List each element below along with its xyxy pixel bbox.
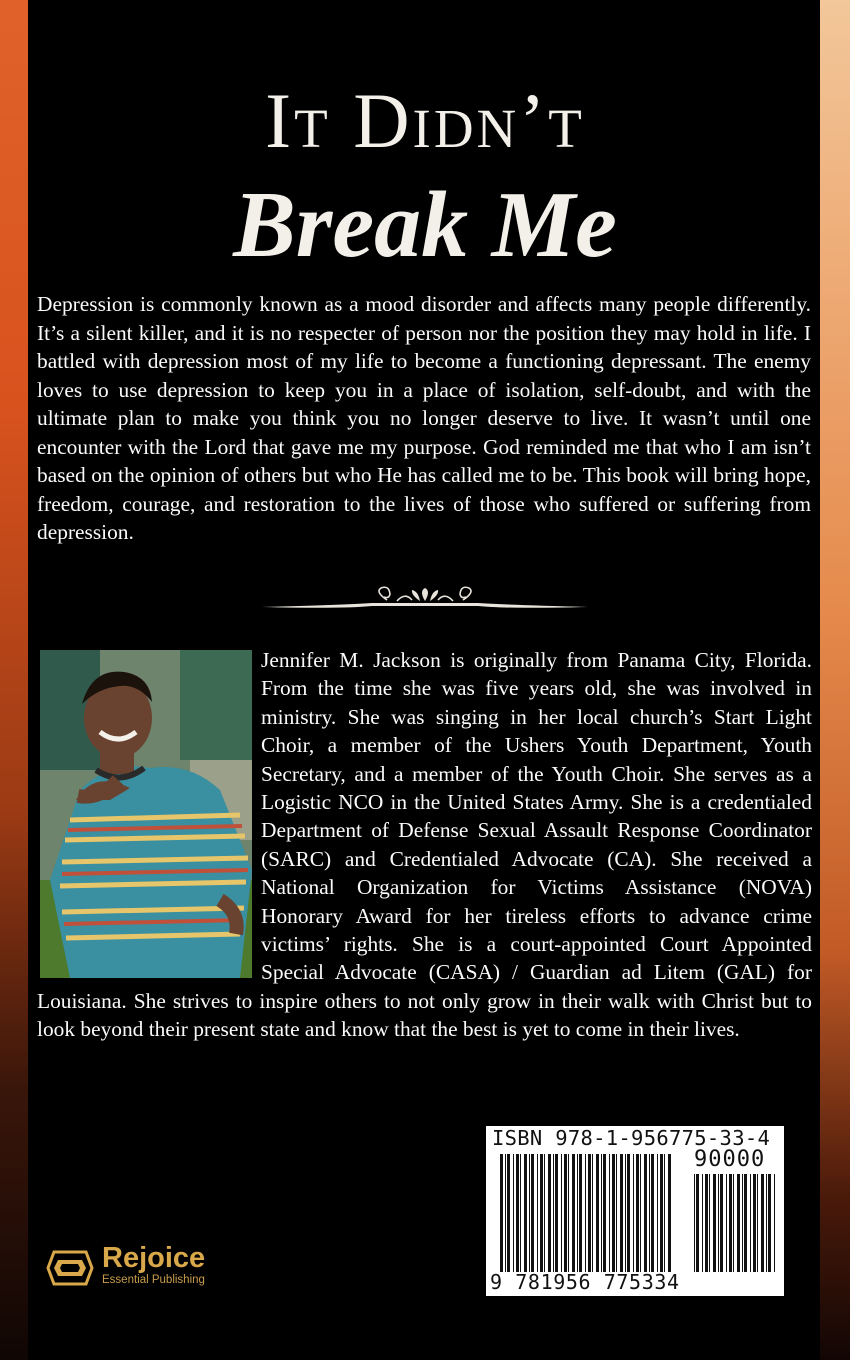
barcode-bar xyxy=(596,1154,599,1272)
barcode-bar xyxy=(720,1174,723,1272)
barcode-bar xyxy=(520,1154,521,1272)
barcode-bar xyxy=(507,1154,510,1272)
barcode-bar xyxy=(544,1154,545,1272)
barcode-bar xyxy=(649,1154,650,1272)
book-description: Depression is commonly known as a mood disorder and affects many people differently. It’s a silent killer, and it is no respecter of person nor the position they may hold in life. I battled with depression most of my life to become a functioning depressant. The enemy loves to use depression to keep you in a place of isolation, self-doubt, and with the ultimate plan to make you think you no longer deserve to live. It wasn’t until one encounter with the Lord that gave me my purpose. God reminded me that who I am isn’t based on the opinion of others but who He has called me to be. This book will bring hope, freedom, courage, and restoration to the lives of those who suffered or suffering from depression. xyxy=(37,292,811,544)
barcode-bar xyxy=(625,1154,626,1272)
barcode-bar xyxy=(620,1154,623,1272)
barcode-bar xyxy=(588,1154,591,1272)
barcode-bar xyxy=(505,1154,506,1272)
publisher-name: Rejoice xyxy=(102,1242,206,1274)
barcode-bar xyxy=(603,1154,606,1272)
barcode-bar xyxy=(744,1174,747,1272)
barcode-bar xyxy=(609,1154,610,1272)
barcode-bar xyxy=(612,1154,615,1272)
barcode-bar xyxy=(627,1154,630,1272)
barcode-bar xyxy=(640,1154,641,1272)
barcode-bar xyxy=(651,1154,654,1272)
barcode-bar xyxy=(564,1154,567,1272)
ornamental-divider xyxy=(262,586,588,616)
author-bio-text: Jennifer M. Jackson is originally from Panama City, Florida. From the time she was five years old, she was involved in ministry. She was singing in her local church’s Start Light Choir, a member of the Ushers Youth Department, Youth Secretary, and a member of the Youth Choir. She serves as a Logistic NCO in the United States Army. She is a credentialed Department of Defense Sexual Assault Response Coordinator (SARC) and Credentialed Advocate (CA). She received a National Organization for Victims Assistance (NOVA) Honorary Award for her tireless efforts to advance crime victims’ rights. She is a court-appointed Court Appointed Special Advocate (CASA) / Guardian ad Litem (GAL) for Louisiana. She strives to inspire others to not only grow in their walk with Christ but to look beyond their present state and know that the best is yet to come in their lives. xyxy=(37,648,812,1042)
barcode-bar xyxy=(774,1174,775,1272)
publisher-logo xyxy=(46,1244,246,1294)
ean-number: 9 781956 775334 xyxy=(490,1270,680,1294)
price-code: 90000 xyxy=(694,1147,766,1172)
title-line-2: Break Me xyxy=(233,173,617,277)
barcode-bar xyxy=(766,1174,767,1272)
barcode-bar xyxy=(592,1154,593,1272)
barcode-bar xyxy=(516,1154,519,1272)
barcode-bar xyxy=(757,1174,758,1272)
barcode-bar xyxy=(733,1174,734,1272)
barcode-bar xyxy=(761,1174,764,1272)
barcode-bar xyxy=(709,1174,710,1272)
barcode-bar xyxy=(513,1154,514,1272)
barcode-bar xyxy=(705,1174,708,1272)
barcode-bar xyxy=(540,1154,543,1272)
isbn-barcode xyxy=(486,1126,784,1296)
barcode-bar xyxy=(572,1154,575,1272)
barcode-bar xyxy=(577,1154,578,1272)
barcode-bar xyxy=(636,1154,639,1272)
barcode-bar xyxy=(616,1154,617,1272)
barcode-bar xyxy=(657,1154,658,1272)
barcode-bar xyxy=(561,1154,562,1272)
barcode-bar xyxy=(529,1154,530,1272)
barcode-bar xyxy=(500,1154,503,1272)
barcode-bar xyxy=(644,1154,647,1272)
barcode-bar xyxy=(729,1174,732,1272)
barcode-bar xyxy=(750,1174,751,1272)
barcode-bar xyxy=(742,1174,743,1272)
barcode-bar xyxy=(718,1174,719,1272)
barcode-bar xyxy=(555,1154,558,1272)
publisher-tagline: Essential Publishing xyxy=(102,1274,205,1286)
barcode-bar xyxy=(601,1154,602,1272)
publisher-mark-icon xyxy=(46,1248,94,1288)
barcode-bar xyxy=(737,1174,740,1272)
barcode-bar xyxy=(668,1154,671,1272)
author-bio xyxy=(37,646,812,1044)
barcode-bar xyxy=(768,1174,771,1272)
barcode-bar xyxy=(524,1154,527,1272)
barcode-bar xyxy=(553,1154,554,1272)
barcode-bar xyxy=(585,1154,586,1272)
isbn-number: ISBN 978-1-956775-33-4 xyxy=(492,1126,771,1150)
barcode-bar xyxy=(702,1174,703,1272)
barcode-bar xyxy=(537,1154,538,1272)
barcode-bar xyxy=(664,1154,665,1272)
barcode-bar xyxy=(696,1174,699,1272)
barcode-bar xyxy=(713,1174,716,1272)
barcode-bar xyxy=(548,1154,551,1272)
barcode-bar xyxy=(579,1154,582,1272)
barcode-bar xyxy=(726,1174,727,1272)
barcode-bar xyxy=(568,1154,569,1272)
barcode-bar xyxy=(753,1174,756,1272)
barcode-bar xyxy=(694,1174,695,1272)
barcode-bar xyxy=(633,1154,634,1272)
title-line-1: It Didn’t xyxy=(265,77,585,164)
barcode-bar xyxy=(531,1154,534,1272)
barcode-bar xyxy=(660,1154,663,1272)
